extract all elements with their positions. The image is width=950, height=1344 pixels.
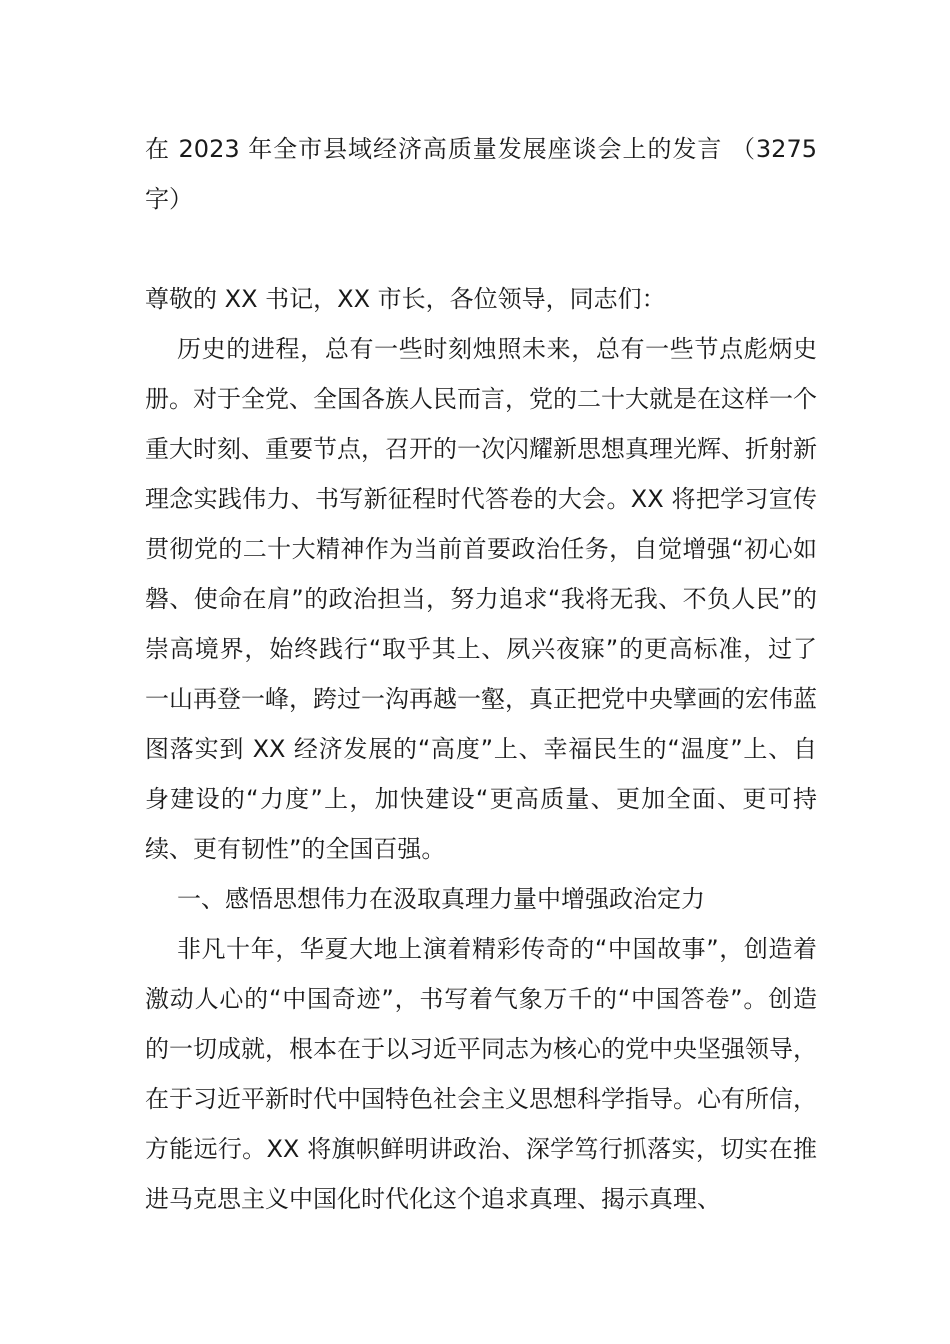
salutation: 尊敬的 XX 书记，XX 市长，各位领导，同志们： — [145, 285, 666, 313]
blank-line — [145, 224, 817, 274]
section-heading: 一、感悟思想伟力在汲取真理力量中增强政治定力 — [177, 885, 705, 913]
document-page — [145, 124, 817, 1224]
intro-paragraph: 历史的进程，总有一些时刻烛照未来，总有一些节点彪炳史册。对于全党、全国各族人民而言，党的二十大就是在这样一个重大时刻、重要节点，召开的一次闪耀新思想真理光辉、折射新理念实践伟力、书写新征程时代答卷的大会。XX 将把学习宣传贯彻党的二十大精神作为当前首要政治任务，自觉增强“初心如磐、使命在肩”的政治担当，努力追求“我将无我、不负人民”的崇高境界，始终践行“取乎其上、夙兴夜寐”的更高标准，过了一山再登一峰，跨过一沟再越一壑，真正把党中央擘画的宏伟蓝图落实到 XX 经济发展的“高度”上、幸福民生的“温度”上、自身建设的“力度”上，加快建设“更高质量、更加全面、更可持续、更有韧性”的全国百强。 — [145, 335, 817, 863]
document-title: 在 2023 年全市县域经济高质量发展座谈会上的发言 （3275 字） — [145, 135, 817, 213]
section-paragraph: 非凡十年，华夏大地上演着精彩传奇的“中国故事”，创造着激动人心的“中国奇迹”，书写着气象万千的“中国答卷”。创造的一切成就，根本在于以习近平同志为核心的党中央坚强领导，在于习近平新时代中国特色社会主义思想科学指导。心有所信，方能远行。XX 将旗帜鲜明讲政治、深学笃行抓落实，切实在推进马克思主义中国化时代化这个追求真理、揭示真理、 — [145, 935, 817, 1213]
